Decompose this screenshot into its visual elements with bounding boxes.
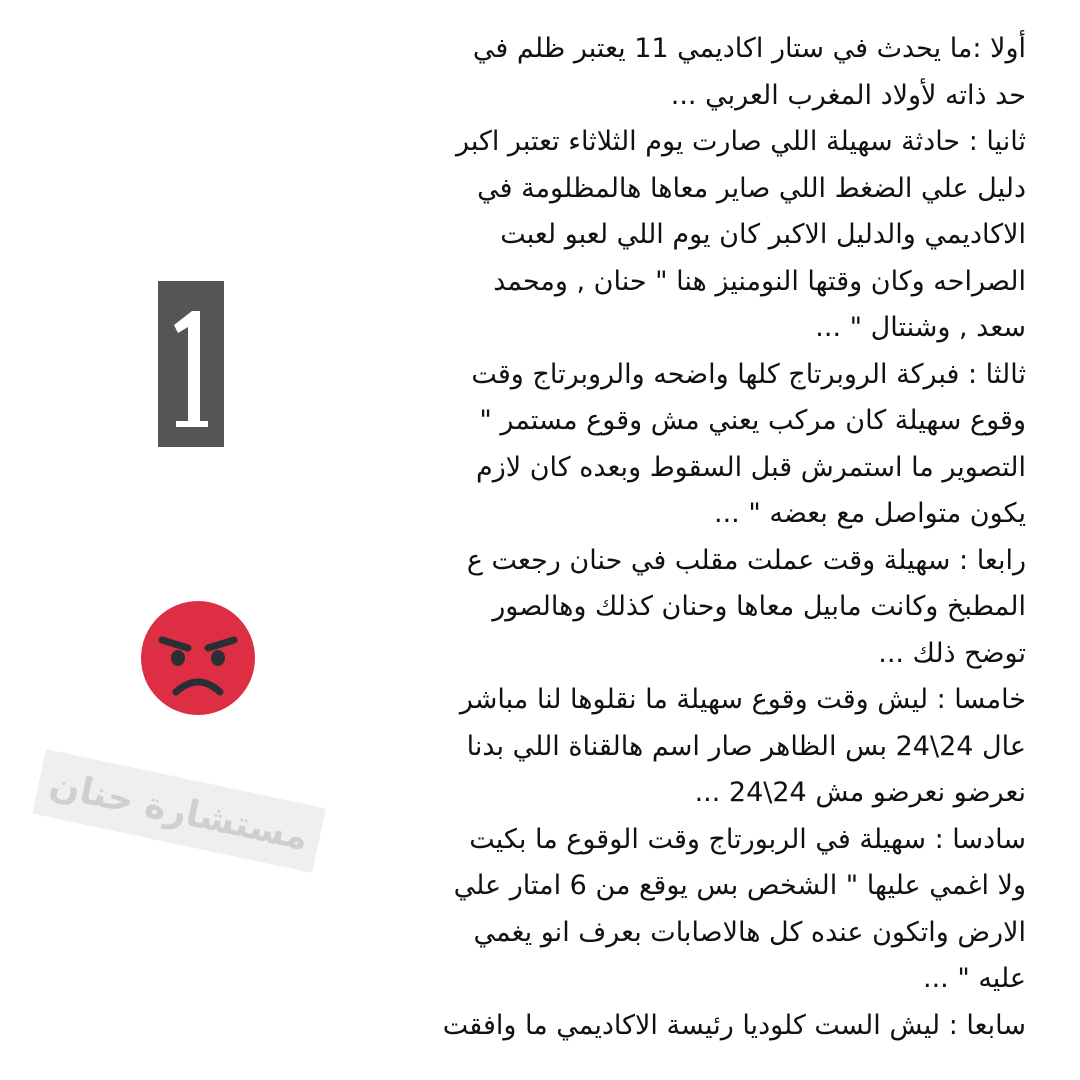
- text-line: التصوير ما استمرش قبل السقوط وبعده كان لازم: [475, 451, 1026, 483]
- text-line: خامسا : ليش وقت وقوع سهيلة ما نقلوها لنا مباشر: [459, 684, 1026, 715]
- text-line: سعد , وشنتال " ...: [815, 312, 1026, 343]
- text-line: نعرضو نعرضو مش 24\24 ...: [694, 777, 1026, 808]
- text-line: عليه " ...: [922, 963, 1026, 994]
- watermark-label: [32, 749, 325, 873]
- text-line: ولا اغمي عليها " الشخص بس يوقع من 6 امتار علي: [453, 870, 1026, 901]
- post-text: [360, 26, 1026, 1049]
- text-line: توضح ذلك ...: [878, 637, 1026, 669]
- text-line: المطبخ وكانت مابيل معاها وحنان كذلك وهالصور: [492, 591, 1026, 622]
- text-line: عال 24\24 بس الظاهر صار اسم هالقناة اللي بدنا: [466, 730, 1026, 762]
- text-line: سادسا : سهيلة في الربورتاج وقت الوقوع ما بكيت: [469, 823, 1026, 855]
- text-line: ثانيا : حادثة سهيلة اللي صارت يوم الثلاثاء تعتبر اكبر: [455, 126, 1026, 157]
- page-number-badge: [158, 281, 224, 447]
- text-line: وقوع سهيلة كان مركب يعني مش وقوع مستمر ": [479, 405, 1026, 436]
- text-line: رابعا : سهيلة وقت عملت مقلب في حنان رجعت ع: [466, 544, 1026, 576]
- text-line: الاكاديمي والدليل الاكبر كان يوم اللي لعبو لعبت: [500, 219, 1026, 250]
- text-line: دليل علي الضغط اللي صاير معاها هالمظلومة في: [477, 172, 1026, 204]
- text-line: سابعا : ليش الست كلوديا رئيسة الاكاديمي ما وافقت: [442, 1009, 1026, 1041]
- text-line: الارض واتكون عنده كل هالاصابات بعرف انو يغمي: [473, 916, 1026, 948]
- watermark-text: مستشارة حنان: [46, 763, 312, 859]
- page-number-glyph: [158, 281, 224, 447]
- text-line: يكون متواصل مع بعضه " ...: [714, 498, 1026, 529]
- text-line: أولا :ما يحدث في ستار اكاديمي 11 يعتبر ظلم في: [472, 33, 1026, 64]
- text-line: حد ذاته لأولاد المغرب العربي ...: [670, 79, 1026, 111]
- text-line: الصراحه وكان وقتها النومنيز هنا " حنان , ومحمد: [493, 265, 1026, 297]
- text-line: ثالثا : فبركة الروبرتاج كلها واضحه والروبرتاج وقت: [471, 358, 1026, 390]
- angry-face-icon: [140, 600, 256, 716]
